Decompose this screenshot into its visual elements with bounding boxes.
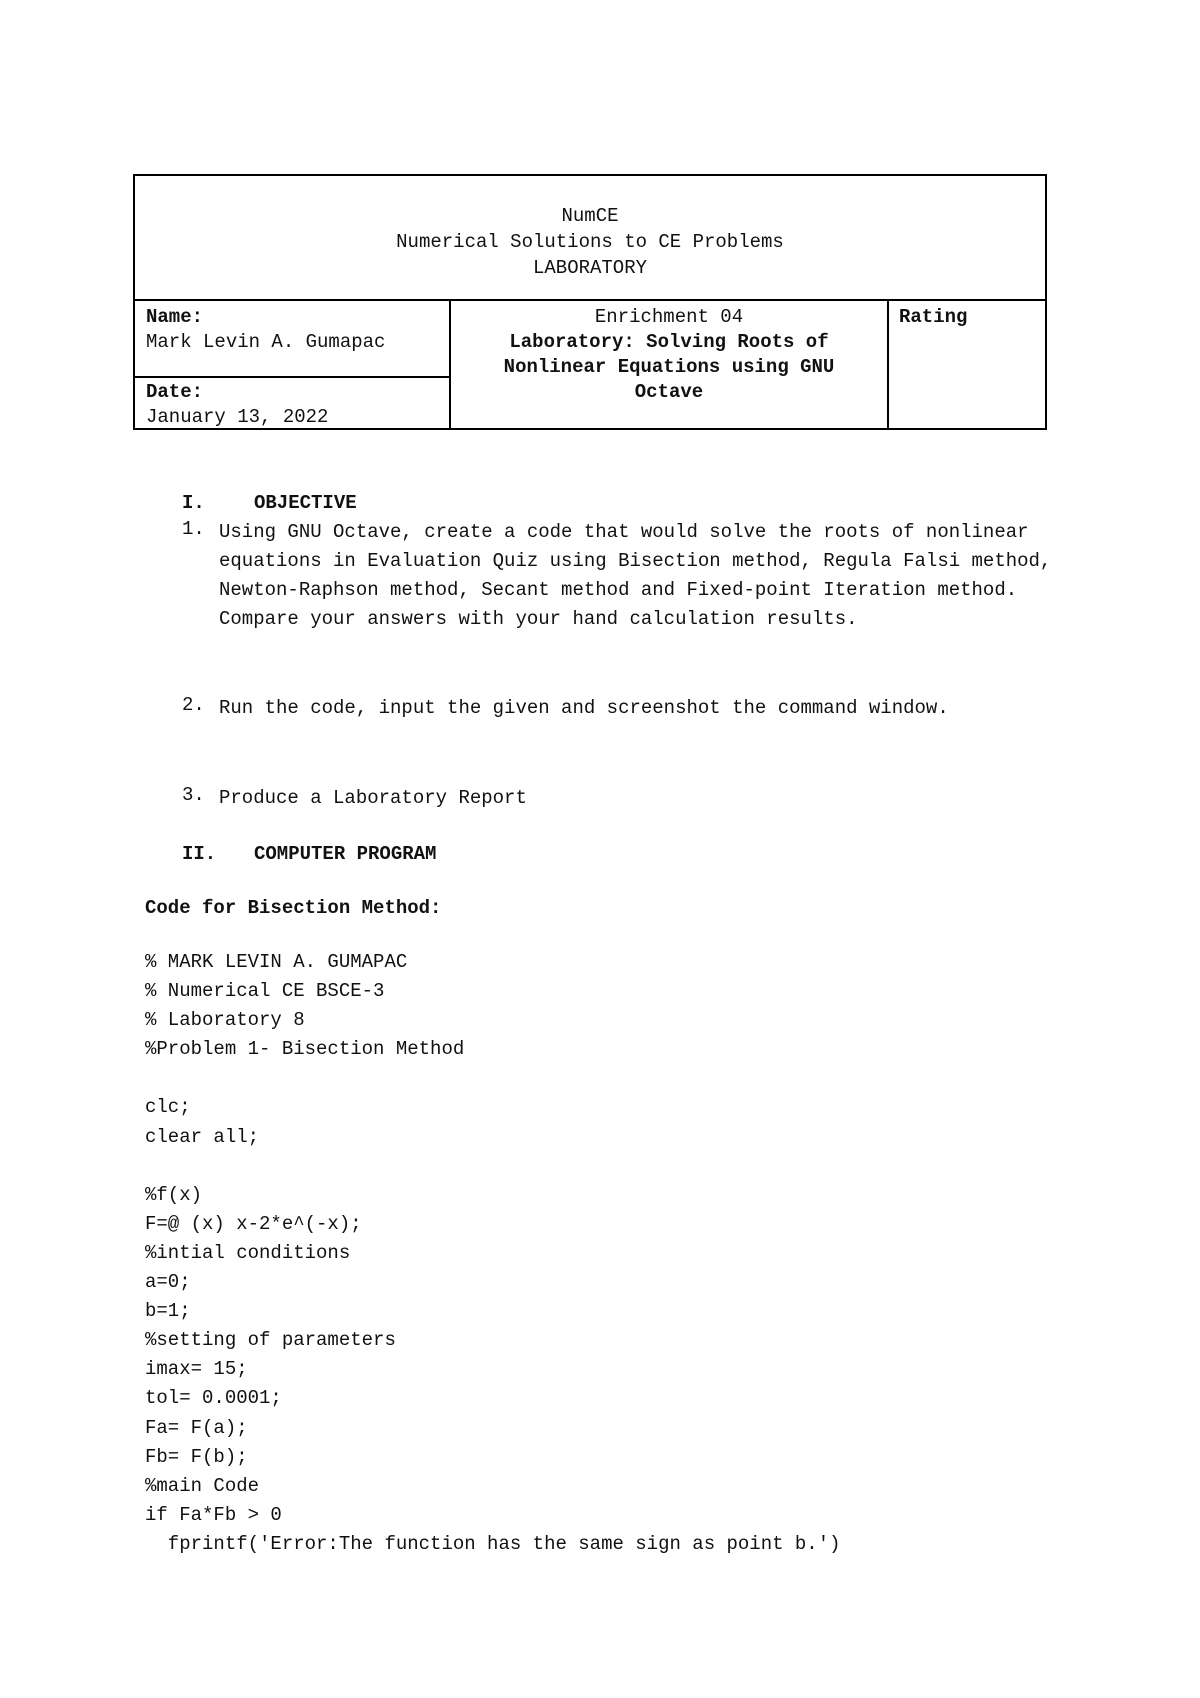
rating-cell xyxy=(889,301,1045,428)
objective-item-number: 3. xyxy=(182,784,205,806)
code-line: b=1; xyxy=(145,1300,191,1323)
objective-item-2 xyxy=(182,694,1062,723)
code-line: %main Code xyxy=(145,1474,260,1497)
objective-item-number: 1. xyxy=(182,518,205,540)
code-line: Fb= F(b); xyxy=(145,1445,248,1468)
course-code: NumCE xyxy=(561,205,619,227)
code-line: % Numerical CE BSCE-3 xyxy=(145,980,385,1003)
code-line: a=0; xyxy=(145,1271,191,1294)
course-header xyxy=(135,176,1045,301)
code-line: % MARK LEVIN A. GUMAPAC xyxy=(145,951,408,973)
code-line: fprintf('Error:The function has the same sign as point b.') xyxy=(145,1532,841,1555)
code-line: % Laboratory 8 xyxy=(145,1009,305,1032)
enrichment-number: Enrichment 04 xyxy=(594,306,744,328)
code-title: Code for Bisection Method: xyxy=(145,897,442,919)
program-title: COMPUTER PROGRAM xyxy=(254,843,437,865)
program-heading xyxy=(182,843,436,865)
code-line: F=@ (x) x-2*e^(-x); xyxy=(145,1212,362,1235)
code-line: imax= 15; xyxy=(145,1358,248,1381)
code-line: if Fa*Fb > 0 xyxy=(145,1503,282,1526)
objective-item-text: Run the code, input the given and screenshot the command window. xyxy=(219,697,949,719)
objective-item-text: Produce a Laboratory Report xyxy=(219,787,527,809)
activity-cell xyxy=(451,301,889,428)
code-line: %intial conditions xyxy=(145,1241,351,1264)
course-title: Numerical Solutions to CE Problems xyxy=(396,231,784,253)
objective-item-text: Using GNU Octave, create a code that would solve the roots of nonlinear equations in Evaluation Quiz using Bisection method, Regula Falsi method, Newton-Raphson method, Secant method and Fixed-point Iteration method. Compare your answers with your hand calculation results. xyxy=(219,521,1063,630)
lab-title: Laboratory: Solving Roots of Nonlinear Equations using GNU Octave xyxy=(503,331,835,403)
code-line: Fa= F(a); xyxy=(145,1416,248,1439)
course-type: LABORATORY xyxy=(532,257,648,279)
name-cell xyxy=(135,301,451,378)
objective-item-3 xyxy=(182,784,1062,813)
objective-title: OBJECTIVE xyxy=(254,492,357,514)
code-line: clear all; xyxy=(145,1125,260,1148)
objective-item-1 xyxy=(182,518,1062,634)
date-cell xyxy=(135,378,451,428)
program-number: II. xyxy=(182,843,217,865)
code-line: clc; xyxy=(145,1096,191,1119)
name-value: Mark Levin A. Gumapac xyxy=(146,331,386,353)
code-line: tol= 0.0001; xyxy=(145,1387,282,1410)
code-line xyxy=(145,1152,1065,1181)
objective-heading xyxy=(182,492,357,514)
date-value: January 13, 2022 xyxy=(146,406,329,428)
objective-item-number: 2. xyxy=(182,694,205,716)
code-line xyxy=(145,1064,1065,1093)
date-label: Date: xyxy=(146,381,204,403)
rating-label: Rating xyxy=(899,306,968,328)
code-line: %setting of parameters xyxy=(145,1329,396,1352)
code-line: %Problem 1- Bisection Method xyxy=(145,1038,465,1061)
code-block xyxy=(145,948,1065,1559)
code-line: %f(x) xyxy=(145,1183,203,1206)
header-table xyxy=(133,174,1047,430)
name-label: Name: xyxy=(146,306,204,328)
objective-number: I. xyxy=(182,492,205,514)
